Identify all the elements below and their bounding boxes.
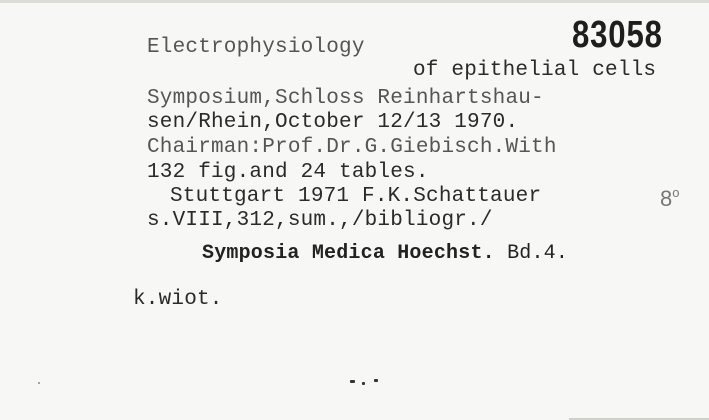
title-line-2: of epithelial cells — [413, 59, 657, 82]
accession-number: 83058 — [572, 14, 663, 56]
ink-speck — [362, 382, 365, 385]
description-line-4: sen/Rhein,October 12/13 1970. — [147, 111, 519, 134]
ink-speck — [374, 379, 378, 382]
pagination-line: s.VIII,312,sum.,/bibliogr./ — [147, 209, 493, 232]
description-line-6: 132 fig.and 24 tables. — [147, 161, 429, 184]
series-line — [202, 244, 568, 264]
series-title: Symposia Medica Hoechst. — [202, 242, 495, 265]
description-line-3: Symposium,Schloss Reinhartshau- — [147, 87, 544, 110]
signature: k.wiot. — [133, 288, 223, 311]
ink-speck — [350, 380, 355, 383]
title-line-1: Electrophysiology — [147, 36, 365, 59]
format-size — [660, 185, 679, 212]
format-symbol: o — [672, 185, 680, 200]
series-volume: Bd.4. — [507, 242, 569, 265]
ink-speck — [38, 382, 40, 384]
card-top-edge — [0, 0, 709, 3]
format-number: 8 — [660, 186, 673, 211]
imprint-line: Stuttgart 1971 F.K.Schattauer — [170, 185, 542, 208]
description-line-5: Chairman:Prof.Dr.G.Giebisch.With — [147, 136, 557, 159]
